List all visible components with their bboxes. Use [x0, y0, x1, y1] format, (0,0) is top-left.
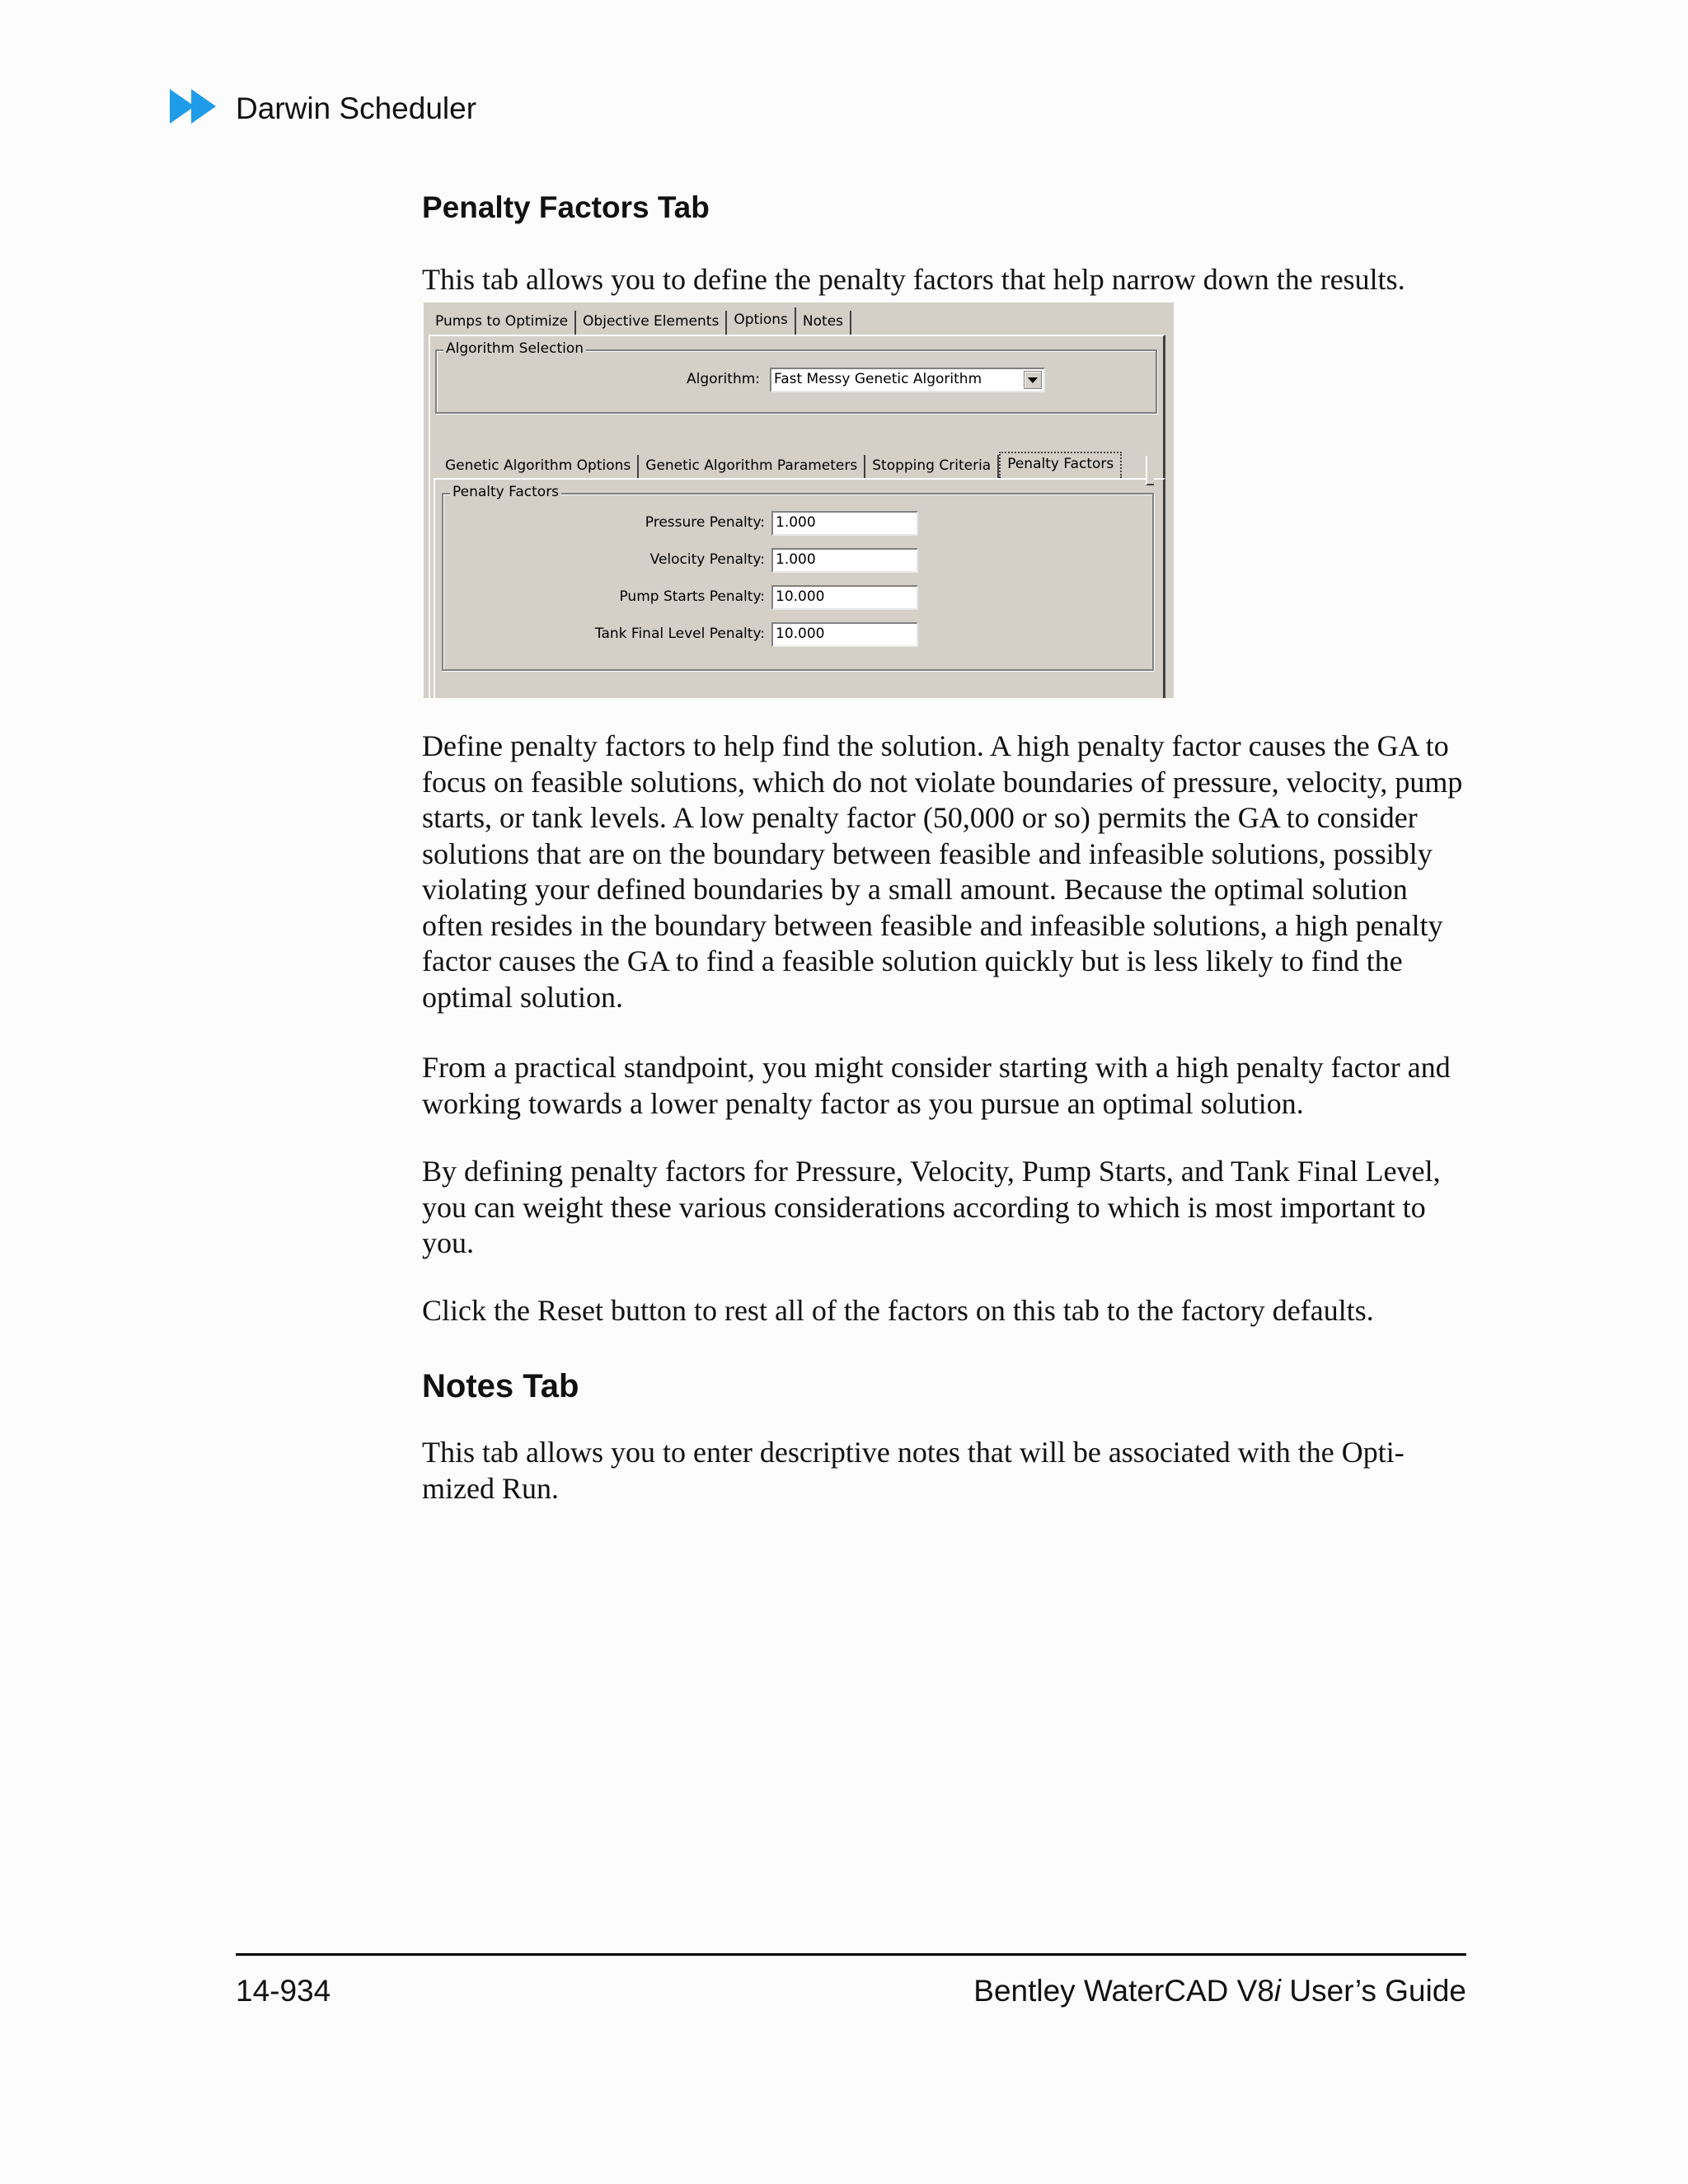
paragraph-weighting: By defining penalty factors for Pressure, Velocity, Pump Starts, and Tank Final Level, you can weight these various considerations according to which is most important to you. [422, 1155, 1441, 1259]
guide-title-suffix: User’s Guide [1281, 1974, 1466, 2008]
options-tab-panel [429, 335, 1165, 698]
notes-intro: This tab allows you to enter descriptive notes that will be associated with the Opti-mized Run. [422, 1436, 1404, 1505]
algorithm-label: Algorithm: [687, 371, 760, 387]
section-heading-notes: Notes Tab [422, 1368, 579, 1404]
running-header-title: Darwin Scheduler [236, 91, 477, 125]
algorithm-selection-group [435, 340, 1157, 414]
algorithm-select-value: Fast Messy Genetic Algorithm [774, 371, 982, 387]
double-arrow-logo-icon [170, 89, 221, 124]
pump-starts-penalty-label: Pump Starts Penalty: [619, 588, 765, 605]
tank-final-level-penalty-input[interactable]: 10.000 [771, 622, 918, 647]
pressure-penalty-input[interactable]: 1.000 [771, 511, 918, 536]
tab-penalty-factors[interactable]: Penalty Factors [999, 452, 1122, 478]
main-tab-strip [429, 307, 851, 335]
section-heading-penalty-factors: Penalty Factors Tab [422, 190, 710, 224]
options-dialog-screenshot [424, 302, 1174, 698]
tab-stopping-criteria[interactable]: Stopping Criteria [865, 455, 999, 480]
penalty-factors-group [442, 484, 1154, 671]
algorithm-selection-legend: Algorithm Selection [443, 340, 586, 357]
footer-rule [236, 1953, 1466, 1956]
paragraph-penalty-explanation: Define penalty factors to help find the solution. A high penalty factor causes the GA to focus on feasible solutions, which do not violate boundaries of pressure, velocity, pump starts, or tank levels. A low penalty factor (50,000 or so) permits the GA to consider solutions that are on the boundary between feasible and infeasible solutions, possibly violating your defined boundaries by a small amount. Because the optimal solution often resides in the boundary between feasible and infeasible solutions, a high penalty factor causes the GA to find a feasible solution quickly but is less likely to find the optimal solution. [422, 729, 1463, 1014]
velocity-penalty-input[interactable]: 1.000 [771, 548, 918, 573]
section-intro: This tab allows you to define the penalty factors that help narrow down the results. [422, 263, 1405, 296]
tab-genetic-algorithm-parameters[interactable]: Genetic Algorithm Parameters [639, 455, 865, 480]
tab-pumps-to-optimize[interactable]: Pumps to Optimize [429, 311, 576, 335]
pressure-penalty-label: Pressure Penalty: [645, 514, 765, 531]
sub-tab-strip [438, 452, 1122, 480]
page-number: 14-934 [236, 1974, 331, 2008]
algorithm-select[interactable] [770, 368, 1045, 392]
guide-title-italic: i [1273, 1974, 1282, 2008]
tank-final-level-penalty-label: Tank Final Level Penalty: [594, 626, 765, 642]
paragraph-practical-standpoint: From a practical standpoint, you might consider starting with a high penalty factor and working towards a lower penalty factor as you pursue an optimal solution. [422, 1051, 1451, 1120]
penalty-factors-legend: Penalty Factors [450, 484, 561, 500]
chevron-down-icon[interactable] [1024, 371, 1042, 389]
tab-options[interactable]: Options [727, 307, 796, 335]
tab-genetic-algorithm-options[interactable]: Genetic Algorithm Options [438, 455, 639, 480]
guide-title [973, 1971, 1466, 2011]
paragraph-reset: Click the Reset button to rest all of the factors on this tab to the factory defaults. [422, 1294, 1374, 1327]
scrollbar-nub[interactable] [1146, 456, 1154, 485]
tab-notes[interactable]: Notes [796, 311, 851, 335]
pump-starts-penalty-input[interactable]: 10.000 [771, 585, 918, 610]
penalty-factors-panel [434, 478, 1165, 698]
guide-title-prefix: Bentley WaterCAD V8 [973, 1974, 1274, 2008]
tab-objective-elements[interactable]: Objective Elements [576, 311, 727, 335]
velocity-penalty-label: Velocity Penalty: [649, 551, 765, 568]
